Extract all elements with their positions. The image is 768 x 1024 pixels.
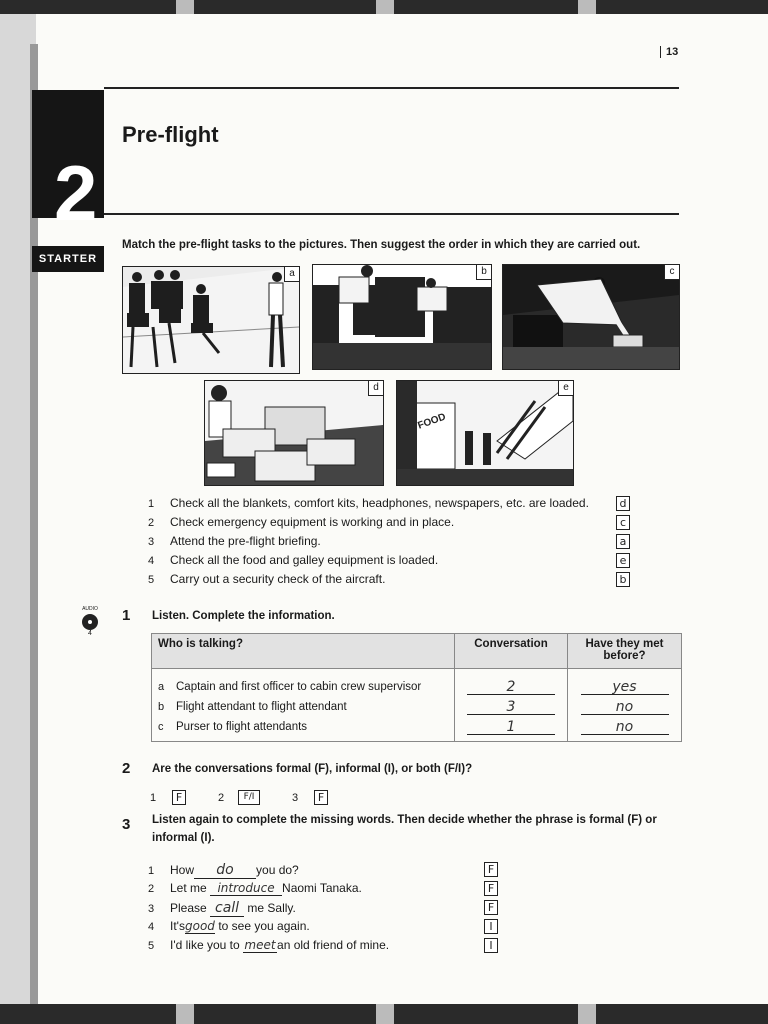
- table-header: Who is talking?: [152, 634, 455, 669]
- answer-box[interactable]: d: [616, 496, 630, 511]
- missing-word-field[interactable]: do: [194, 862, 256, 879]
- audio-disc-icon: [82, 614, 98, 630]
- picture-c: [502, 264, 680, 370]
- picture-b: [312, 264, 492, 370]
- table-row: a Captain and first officer to cabin crew supervisor 2 yes: [152, 669, 682, 698]
- met-before-answer[interactable]: no: [581, 720, 669, 735]
- answer-box[interactable]: F: [484, 881, 498, 896]
- conversation-answer[interactable]: 3: [467, 700, 555, 715]
- unit-number-block: [32, 90, 104, 237]
- picture-a: [122, 266, 300, 374]
- comfort-kits-illustration: [205, 381, 383, 485]
- met-before-answer[interactable]: no: [581, 700, 669, 715]
- list-item: 3 Please call me Sally.: [148, 900, 296, 916]
- security-check-illustration: [313, 265, 491, 369]
- exercise-3-list: [148, 862, 508, 958]
- answer-box[interactable]: c: [616, 515, 630, 530]
- exercise-2-instruction: Are the conversations formal (F), informal (I), or both (F/I)?: [152, 763, 473, 775]
- starter-label: STARTER: [32, 246, 104, 272]
- scan-top-border: [0, 0, 768, 14]
- answer-box[interactable]: F: [484, 900, 498, 915]
- picture-e: [396, 380, 574, 486]
- missing-word-field[interactable]: introduce: [210, 881, 282, 896]
- table-header-row: [152, 634, 682, 669]
- list-item: 3 Attend the pre-flight briefing.: [148, 534, 321, 548]
- starter-instruction: Match the pre-flight tasks to the pictures. Then suggest the order in which they are carried out.: [122, 239, 641, 251]
- answer-box[interactable]: a: [616, 534, 630, 549]
- picture-label-e: e: [558, 381, 573, 396]
- missing-word-field[interactable]: call: [210, 900, 244, 917]
- list-item: 1 How do you do?: [148, 862, 299, 878]
- scan-bottom-border: [0, 1004, 768, 1024]
- picture-label-a: a: [284, 267, 299, 282]
- answer-box[interactable]: b: [616, 572, 630, 587]
- list-item: 1 Check all the blankets, comfort kits, headphones, newspapers, etc. are loaded.: [148, 496, 589, 510]
- unit-number: 2: [54, 149, 98, 237]
- list-item: 4 Check all the food and galley equipment is loaded.: [148, 553, 439, 567]
- answer-box[interactable]: F/I: [238, 790, 260, 805]
- answer-box[interactable]: F: [314, 790, 328, 805]
- conversation-answer[interactable]: 2: [467, 680, 555, 695]
- list-item: 2 Let me introduce Naomi Tanaka.: [148, 881, 362, 895]
- answer-box[interactable]: F: [172, 790, 186, 805]
- exercise-2-item: 1: [150, 792, 157, 804]
- met-before-answer[interactable]: yes: [581, 680, 669, 695]
- table-row: c Purser to flight attendants 1 no: [152, 717, 682, 742]
- list-item: 5 Carry out a security check of the aircraft.: [148, 572, 386, 586]
- emergency-equipment-illustration: [503, 265, 679, 369]
- answer-box[interactable]: e: [616, 553, 630, 568]
- picture-label-c: c: [664, 265, 679, 280]
- audio-marker: AUDIO 4: [82, 606, 98, 637]
- conversation-answer[interactable]: 1: [467, 720, 555, 735]
- exercise-2-item: 2: [218, 792, 225, 804]
- catering-illustration: [397, 381, 573, 485]
- exercise-2-item: 3: [292, 792, 299, 804]
- picture-label-b: b: [476, 265, 491, 280]
- table-header: Conversation: [455, 634, 568, 669]
- food-truck-label: FOOD: [416, 411, 448, 432]
- exercise-2-number: 2: [122, 760, 131, 777]
- header-rule-top: [104, 87, 679, 89]
- exercise-1-instruction: Listen. Complete the information.: [152, 610, 335, 622]
- list-item: 4 It'sgood to see you again.: [148, 919, 310, 933]
- textbook-page: [36, 14, 768, 1004]
- briefing-illustration: [123, 267, 299, 373]
- answer-box[interactable]: F: [484, 862, 498, 877]
- unit-title: Pre-flight: [122, 122, 219, 147]
- page-number: 13: [660, 46, 678, 58]
- missing-word-field[interactable]: meet: [244, 938, 276, 952]
- exercise-1-number: 1: [122, 607, 131, 624]
- picture-label-d: d: [368, 381, 383, 396]
- table-row: b Flight attendant to flight attendant 3 no: [152, 697, 682, 717]
- starter-task-list: [148, 496, 648, 596]
- exercise-3-instruction-line2: informal (I).: [152, 832, 215, 844]
- exercise-3-instruction-line1: Listen again to complete the missing words. Then decide whether the phrase is formal (F) or: [152, 814, 657, 826]
- picture-d: [204, 380, 384, 486]
- header-rule-bottom: [104, 213, 679, 215]
- exercise-1-table: [151, 633, 682, 742]
- table-header: Have they met before?: [568, 634, 682, 669]
- exercise-3-number: 3: [122, 816, 131, 833]
- list-item: 2 Check emergency equipment is working and in place.: [148, 515, 455, 529]
- answer-box[interactable]: I: [484, 919, 498, 934]
- missing-word-field[interactable]: good: [185, 919, 215, 933]
- answer-box[interactable]: I: [484, 938, 498, 953]
- list-item: 5 I'd like you to meetan old friend of mine.: [148, 938, 390, 952]
